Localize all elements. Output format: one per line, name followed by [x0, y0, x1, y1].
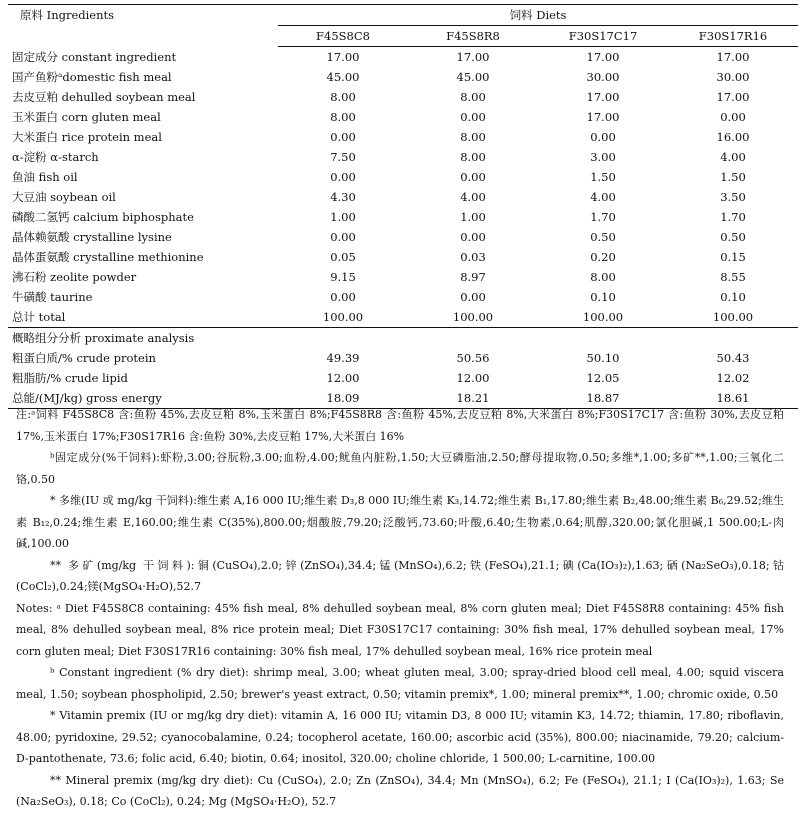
table-row — [8, 167, 798, 187]
table-row — [8, 307, 798, 328]
row-label: 玉米蛋白 corn gluten meal — [12, 110, 161, 124]
table-cell: 100.00 — [452, 310, 494, 324]
table-cell: 9.15 — [330, 270, 356, 284]
table-cell: 0.10 — [720, 290, 746, 304]
row-label: 大米蛋白 rice protein meal — [12, 130, 162, 144]
table-cell: 30.00 — [586, 70, 620, 84]
row-label: 晶体蛋氨酸 crystalline methionine — [12, 250, 204, 264]
table-cell: 17.00 — [586, 110, 620, 124]
table-cell: 0.00 — [460, 110, 486, 124]
table-cell: 16.00 — [716, 130, 750, 144]
table-cell: 17.00 — [716, 90, 750, 104]
table-cell: 18.21 — [408, 388, 538, 409]
table-cell: 45.00 — [456, 70, 490, 84]
table-cell: 49.39 — [326, 351, 360, 365]
table-notes — [16, 404, 784, 813]
table-cell: 18.09 — [278, 388, 408, 409]
table-cell: 4.00 — [460, 190, 486, 204]
table-cell: 18.61 — [668, 388, 798, 409]
table-cell: 100.00 — [712, 310, 754, 324]
table-row — [8, 127, 798, 147]
table-cell: 8.55 — [720, 270, 746, 284]
diet-formulation-table — [8, 4, 798, 409]
table-cell: 4.30 — [330, 190, 356, 204]
table-row — [8, 207, 798, 227]
table-cell: 18.87 — [538, 388, 668, 409]
table-cell: 1.00 — [330, 210, 356, 224]
table-cell: 1.50 — [590, 170, 616, 184]
note-en-b: ᵇ Constant ingredient (% dry diet): shrimp meal, 3.00; wheat gluten meal, 3.00; spray-dried blood cell meal, 4.00; squid viscera meal, 1.50; soybean phospholipid, 2.50; brewer's yeast extract, 0.50; vitamin premix*, 1.00; mineral premix**, 1.00; chromic oxide, 0.50 — [16, 666, 784, 701]
table-cell: 50.10 — [586, 351, 620, 365]
table-cell: 0.00 — [330, 290, 356, 304]
table-cell: 17.00 — [586, 50, 620, 64]
table-cell: 0.00 — [330, 170, 356, 184]
table-cell: 0.20 — [590, 250, 616, 264]
note-cn-a: 注:ᵃ饲料 F45S8C8 含:鱼粉 45%,去皮豆粕 8%,玉米蛋白 8%;F45S8R8 含:鱼粉 45%,去皮豆粕 8%,大米蛋白 8%;F30S17C17 含:鱼粉 30%,去皮豆粕 17%,玉米蛋白 17%;F30S17R16 含:鱼粉 30%,去皮豆粕 17%,大米蛋白 16% — [16, 408, 784, 443]
table-row — [8, 87, 798, 107]
table-row — [8, 67, 798, 87]
row-label: 粗脂肪/% crude lipid — [12, 371, 128, 385]
column-header: F45S8R8 — [408, 26, 538, 47]
row-label: 晶体赖氨酸 crystalline lysine — [12, 230, 172, 244]
table-cell: 8.00 — [460, 90, 486, 104]
table-row — [8, 147, 798, 167]
note-en-a: Notes: ᵃ Diet F45S8C8 containing: 45% fish meal, 8% dehulled soybean meal, 8% corn gluten meal; Diet F45S8R8 containing: 45% fish meal, 8% dehulled soybean meal, 8% rice protein meal; Diet F30S17C17 containing: 30% fish meal, 17% dehulled soybean meal, 17% corn gluten meal; Diet F30S17R16 containing: 30% fish meal, 17% dehulled soybean meal, 16% rice protein meal — [16, 601, 784, 658]
table-cell: 17.00 — [586, 90, 620, 104]
column-header: F30S17R16 — [668, 26, 798, 47]
table-cell: 17.00 — [456, 50, 490, 64]
table-cell: 3.50 — [720, 190, 746, 204]
table-cell: 0.00 — [460, 170, 486, 184]
table-cell: 0.10 — [590, 290, 616, 304]
row-label: 总计 total — [12, 310, 66, 324]
table-row — [8, 47, 798, 68]
table-row — [8, 348, 798, 368]
row-label: 沸石粉 zeolite powder — [12, 270, 137, 284]
table-cell: 12.00 — [456, 371, 490, 385]
table-cell: 0.00 — [720, 110, 746, 124]
table-row — [8, 107, 798, 127]
column-header: F30S17C17 — [538, 26, 668, 47]
table-row — [8, 267, 798, 287]
table-row — [8, 368, 798, 388]
table-cell: 8.00 — [330, 90, 356, 104]
row-label: 大豆油 soybean oil — [12, 190, 116, 204]
table-cell: 7.50 — [330, 150, 356, 164]
ingredient-rows — [8, 47, 798, 328]
table-cell: 50.43 — [716, 351, 750, 365]
table-cell: 12.00 — [326, 371, 360, 385]
note-cn-mineral: ** 多矿(mg/kg 干饲料):铜(CuSO₄),2.0;锌(ZnSO₄),34.4;锰(MnSO₄),6.2;铁(FeSO₄),21.1;碘(Ca(IO₃)₂),1.63;硒(Na₂SeO₃),0.18;钴(CoCl₂),0.24;镁(MgSO₄·H₂O),52.7 — [16, 558, 784, 593]
table-cell: 100.00 — [582, 310, 624, 324]
row-label: 粗蛋白质/% crude protein — [12, 351, 156, 365]
table-cell: 45.00 — [326, 70, 360, 84]
table-row — [8, 187, 798, 207]
table-cell: 4.00 — [590, 190, 616, 204]
table-cell: 1.70 — [590, 210, 616, 224]
table-cell: 50.56 — [456, 351, 490, 365]
proximate-rows — [8, 348, 798, 409]
row-label: 固定成分 constant ingredient — [12, 49, 177, 64]
row-label: α-淀粉 α-starch — [12, 150, 99, 164]
table-cell: 4.00 — [720, 150, 746, 164]
note-en-vitamin: * Vitamin premix (IU or mg/kg dry diet): vitamin A, 16 000 IU; vitamin D3, 8 000 IU; vitamin K3, 14.72; thiamin, 17.80; riboflavin, 48.00; pyridoxine, 29.52; cyanocobalamine, 0.24; tocopherol acetate, 160.00; ascorbic acid (35%), 800.00; niacinamide, 79.20; calcium-D-pantothenate, 73.6; folic acid, 6.40; biotin, 0.64; inositol, 320.00; choline chloride, 1 500.00; L-carnitine, 100.00 — [16, 709, 784, 765]
table-cell: 0.00 — [460, 290, 486, 304]
table-cell: 30.00 — [716, 70, 750, 84]
table-cell: 8.00 — [460, 150, 486, 164]
table-cell: 0.00 — [590, 130, 616, 144]
proximate-title: 概略组分分析 proximate analysis — [8, 328, 798, 349]
table-cell: 0.00 — [460, 230, 486, 244]
note-cn-vitamin: * 多维(IU 或 mg/kg 干饲料):维生素 A,16 000 IU;维生素 D₃,8 000 IU;维生素 K₃,14.72;维生素 B₁,17.80;维生素 B₂,48.00;维生素 B₆,29.52;维生素 B₁₂,0.24;维生素 E,160.00;维生素 C(35%),800.00;烟酸胺,79.20;泛酸钙,73.60;叶酸,6.40;生物素,0.64;肌醇,320.00;氯化胆碱,1 500.00;L-肉碱,100.00 — [16, 494, 784, 550]
table-cell: 8.97 — [460, 270, 486, 284]
table-cell: 0.50 — [590, 230, 616, 244]
table-cell: 8.00 — [330, 110, 356, 124]
table-cell: 12.02 — [716, 371, 750, 385]
table-cell: 1.50 — [720, 170, 746, 184]
row-label: 国产鱼粉ᵃdomestic fish meal — [12, 70, 172, 84]
column-header: F45S8C8 — [278, 26, 408, 47]
row-label: 牛磺酸 taurine — [12, 290, 93, 304]
diet-formulation-table-wrap — [8, 4, 798, 409]
row-label: 鱼油 fish oil — [12, 170, 78, 184]
table-cell: 0.00 — [330, 230, 356, 244]
row-label: 磷酸二氢钙 calcium biphosphate — [12, 210, 194, 224]
note-en-mineral: ** Mineral premix (mg/kg dry diet): Cu (CuSO₄), 2.0; Zn (ZnSO₄), 34.4; Mn (MnSO₄), 6.2; Fe (FeSO₄), 21.1; I (Ca(IO₃)₂), 1.63; Se (Na₂SeO₃), 0.18; Co (CoCl₂), 0.24; Mg (MgSO₄·H₂O), 52.7 — [16, 773, 784, 808]
table-cell: 17.00 — [716, 50, 750, 64]
table-row — [8, 287, 798, 307]
table-cell: 3.00 — [590, 150, 616, 164]
table-cell: 0.05 — [330, 250, 356, 264]
table-cell: 0.15 — [720, 250, 746, 264]
table-cell: 100.00 — [322, 310, 364, 324]
table-cell: 8.00 — [460, 130, 486, 144]
table-cell: 0.50 — [720, 230, 746, 244]
table-cell: 0.03 — [460, 250, 486, 264]
table-cell: 0.00 — [330, 130, 356, 144]
note-cn-b: ᵇ固定成分(%干饲料):虾粉,3.00;谷朊粉,3.00;血粉,4.00;鱿鱼内脏粉,1.50;大豆磷脂油,2.50;酵母提取物,0.50;多维*,1.00;多矿**,1.00;三氧化二铬,0.50 — [16, 451, 784, 486]
diets-header: 饲料 Diets — [278, 5, 798, 26]
table-cell: 1.00 — [460, 210, 486, 224]
table-row — [8, 247, 798, 267]
table-cell: 12.05 — [586, 371, 620, 385]
table-row — [8, 227, 798, 247]
table-cell: 8.00 — [590, 270, 616, 284]
row-label: 总能/(MJ/kg) gross energy — [8, 388, 278, 409]
table-cell: 1.70 — [720, 210, 746, 224]
table-cell: 17.00 — [326, 50, 360, 64]
ingredients-header: 原料 Ingredients — [8, 5, 278, 47]
row-label: 去皮豆粕 dehulled soybean meal — [12, 90, 196, 104]
